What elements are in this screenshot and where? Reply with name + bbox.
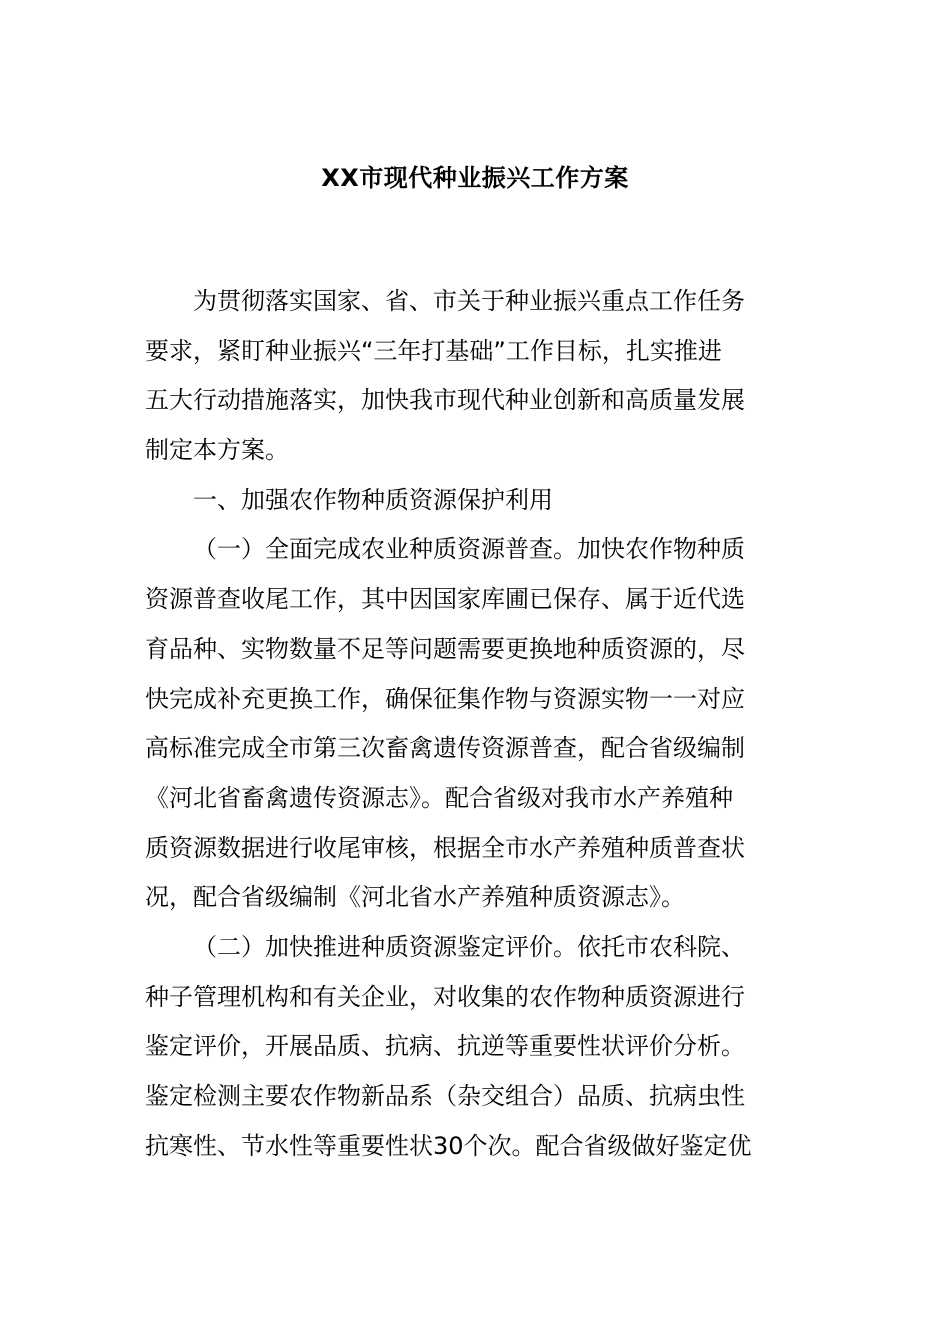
paragraph-line: 高标准完成全市第三次畜禽遗传资源普查，配合省级编制 — [145, 734, 745, 763]
paragraph-line: （一）全面完成农业种质资源普查。加快农作物种质 — [193, 535, 745, 564]
paragraph-line: 《河北省畜禽遗传资源志》。配合省级对我市水产养殖种 — [145, 783, 733, 812]
paragraph-line: 鉴定检测主要农作物新品系（杂交组合）品质、抗病虫性 — [145, 1082, 745, 1110]
document-title: XX市现代种业振兴工作方案 — [321, 164, 629, 192]
paragraph-line: 快完成补充更换工作，确保征集作物与资源实物一一对应 — [145, 684, 745, 713]
paragraph-line: 资源普查收尾工作，其中因国家库圃已保存、属于近代选 — [145, 585, 745, 614]
paragraph-line: （二）加快推进种质资源鉴定评价。依托市农科院、 — [193, 932, 745, 961]
section-heading: 一、加强农作物种质资源保护利用 — [193, 485, 553, 514]
paragraph-line: 制定本方案。 — [145, 436, 289, 465]
paragraph-line: 为贯彻落实国家、省、市关于种业振兴重点工作任务 — [193, 287, 745, 315]
paragraph-line: 要求，紧盯种业振兴“三年打基础”工作目标，扎实推进 — [145, 336, 722, 365]
paragraph-line: 五大行动措施落实，加快我市现代种业创新和高质量发展 — [145, 386, 745, 415]
paragraph-line: 育品种、实物数量不足等问题需要更换地种质资源的，尽 — [145, 634, 745, 663]
paragraph-line: 抗寒性、节水性等重要性状30个次。配合省级做好鉴定优 — [145, 1131, 752, 1160]
paragraph-line: 鉴定评价，开展品质、抗病、抗逆等重要性状评价分析。 — [145, 1032, 745, 1061]
paragraph-line: 况，配合省级编制《河北省水产养殖种质资源志》。 — [145, 883, 685, 912]
paragraph-line: 种子管理机构和有关企业，对收集的农作物种质资源进行 — [145, 982, 745, 1011]
document-body — [145, 277, 815, 1171]
paragraph-line: 质资源数据进行收尾审核，根据全市水产养殖种质普查状 — [145, 833, 745, 862]
